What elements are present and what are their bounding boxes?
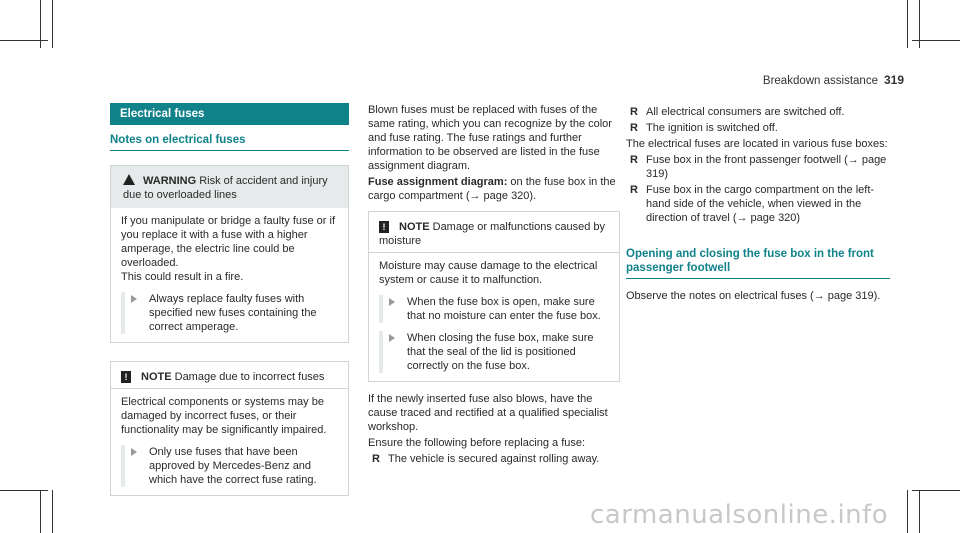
crop-mark xyxy=(919,490,920,533)
list-item xyxy=(626,183,890,225)
note-head xyxy=(369,212,619,252)
column-3 xyxy=(626,103,890,303)
warning-head xyxy=(111,166,348,208)
bullet-icon: R xyxy=(630,154,638,166)
step-bar xyxy=(379,331,383,373)
warning-icon xyxy=(123,174,135,185)
step-arrow-icon xyxy=(131,448,137,456)
warning-label: WARNING xyxy=(143,175,197,187)
warning-text: If you manipulate or bridge a faulty fuse or if you replace it with a fuse with a higher amperage, the electric line could be overloaded. xyxy=(121,215,336,269)
note-icon: ! xyxy=(121,371,131,383)
step-bar xyxy=(121,445,125,487)
note-box xyxy=(368,211,620,382)
note-step xyxy=(379,295,609,323)
list-item-text: The vehicle is secured against rolling away. xyxy=(388,453,600,465)
paragraph: Ensure the following before replacing a fuse: xyxy=(368,437,586,449)
note-head xyxy=(111,362,348,388)
list-item-text: Fuse box in the cargo compartment on the left-hand side of the vehicle, when viewed in the direction of travel (→ page 320) xyxy=(646,184,875,224)
step-text: Only use fuses that have been approved by Mercedes-Benz and which have the correct fuse rating. xyxy=(149,446,317,486)
column-1 xyxy=(110,103,349,496)
list-item xyxy=(626,153,890,181)
paragraph: The electrical fuses are located in various fuse boxes: xyxy=(626,138,888,150)
bullet-icon: R xyxy=(630,184,638,196)
subheading: Opening and closing the fuse box in the front passenger footwell xyxy=(626,247,890,279)
paragraph: Blown fuses must be replaced with fuses of the same rating, which you can recognize by the color and fuse rating. The fuse ratings and further information to be observed are listed in the fuse assignment diagram. xyxy=(368,104,612,172)
note-label: NOTE xyxy=(399,221,430,233)
crop-mark xyxy=(40,490,41,533)
crop-mark xyxy=(907,490,908,533)
column-2 xyxy=(368,103,620,466)
warning-step xyxy=(121,292,338,334)
note-icon: ! xyxy=(379,221,389,233)
crop-mark xyxy=(52,0,53,48)
step-bar xyxy=(379,295,383,323)
note-step xyxy=(379,331,609,373)
note-box xyxy=(110,361,349,496)
crop-mark xyxy=(907,0,908,48)
bullet-icon: R xyxy=(630,122,638,134)
step-text: When closing the fuse box, make sure that the seal of the lid is positioned correctly on the fuse box. xyxy=(407,332,594,372)
crop-mark xyxy=(0,490,48,491)
crop-mark xyxy=(912,490,960,491)
bold-lead: Fuse assignment diagram: xyxy=(368,176,508,188)
list-item-text: The ignition is switched off. xyxy=(646,122,778,134)
step-arrow-icon xyxy=(389,334,395,342)
note-label: NOTE xyxy=(141,371,172,383)
note-text: Moisture may cause damage to the electrical system or cause it to malfunction. xyxy=(379,260,598,286)
crop-mark xyxy=(912,40,960,41)
paragraph xyxy=(368,175,620,203)
step-bar xyxy=(121,292,125,334)
crop-mark xyxy=(52,490,53,533)
paragraph-text: on the fuse box in the cargo compartment (→ page 320). xyxy=(368,176,616,202)
list-item xyxy=(368,452,620,466)
warning-body xyxy=(111,208,348,342)
warning-box xyxy=(110,165,349,343)
watermark: carmanualsonline.info xyxy=(590,500,889,530)
crop-mark xyxy=(0,40,48,41)
note-body xyxy=(369,252,619,381)
step-arrow-icon xyxy=(131,295,137,303)
list-item xyxy=(626,105,890,119)
section-band: Electrical fuses xyxy=(110,103,349,125)
list-item-text: All electrical consumers are switched off. xyxy=(646,106,845,118)
step-arrow-icon xyxy=(389,298,395,306)
subheading: Notes on electrical fuses xyxy=(110,133,349,151)
warning-title: Risk of accident and injury due to overloaded lines xyxy=(123,175,328,201)
paragraph: Observe the notes on electrical fuses (→ page 319). xyxy=(626,290,881,302)
step-text: Always replace faulty fuses with specified new fuses containing the correct amperage. xyxy=(149,293,317,333)
bullet-icon: R xyxy=(372,453,380,465)
note-step xyxy=(121,445,338,487)
note-title: Damage due to incorrect fuses xyxy=(174,371,325,383)
running-header xyxy=(763,73,904,87)
bullet-icon: R xyxy=(630,106,638,118)
note-body xyxy=(111,388,348,495)
note-title: Damage or malfunctions caused by moisture xyxy=(379,221,606,247)
list-item-text: Fuse box in the front passenger footwell (→ page 319) xyxy=(646,154,887,180)
warning-text: This could result in a fire. xyxy=(121,271,244,283)
paragraph: If the newly inserted fuse also blows, have the cause traced and rectified at a qualified specialist workshop. xyxy=(368,393,608,433)
page-number: 319 xyxy=(883,73,904,87)
list-item xyxy=(626,121,890,135)
section-title: Breakdown assistance xyxy=(762,75,878,87)
step-text: When the fuse box is open, make sure that no moisture can enter the fuse box. xyxy=(407,296,601,322)
note-text: Electrical components or systems may be damaged by incorrect fuses, or their functionality may be significantly impaired. xyxy=(121,396,327,436)
